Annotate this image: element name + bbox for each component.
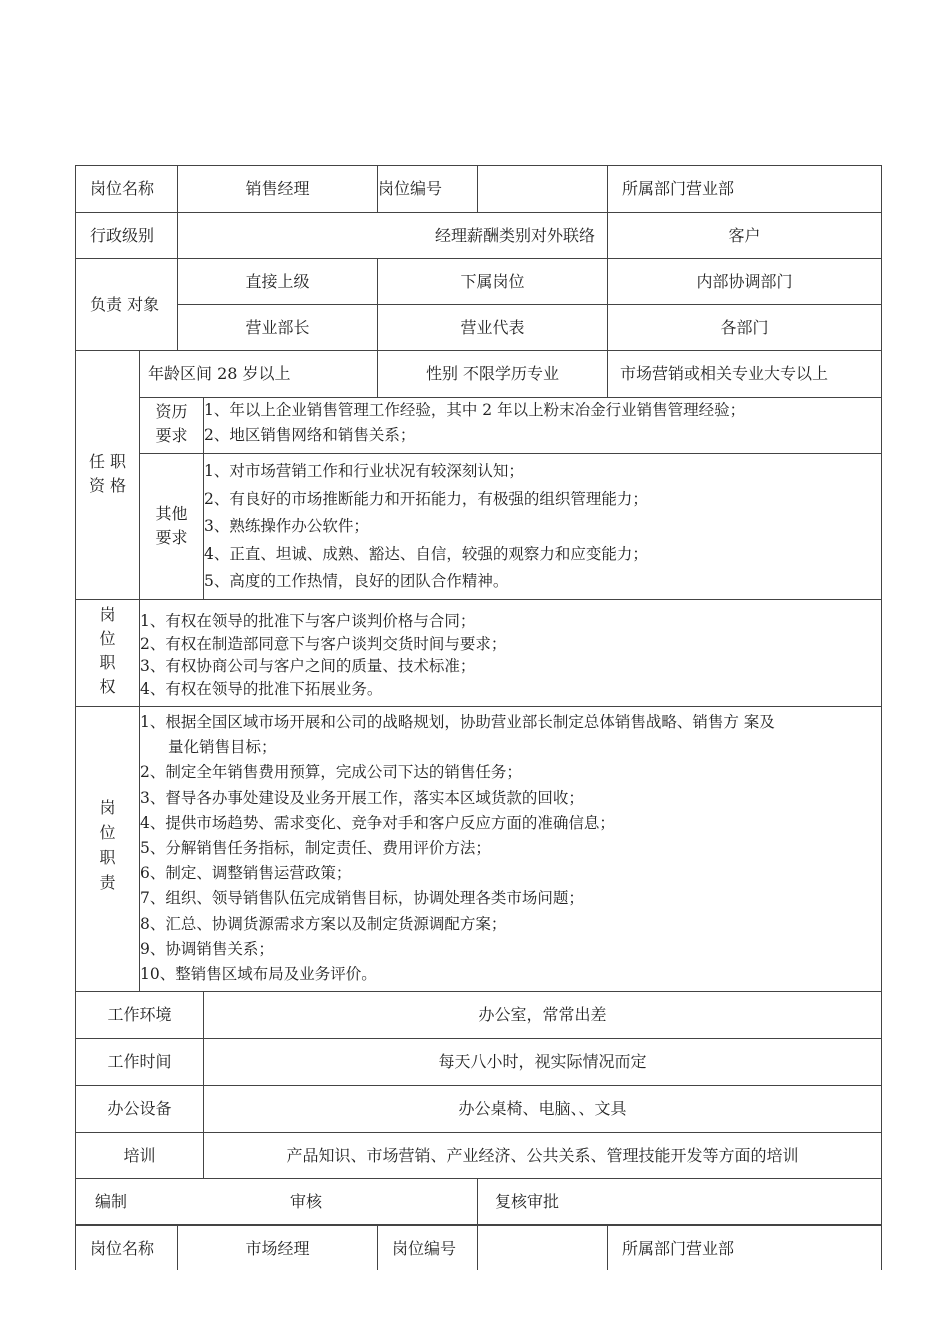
other-requirement-list [204,458,648,596]
direct-superior-value: 营业部长 [245,317,310,337]
other-label-line-2: 要求 [155,528,188,547]
list-item: 1、根据全国区域市场开展和公司的战略规划，协助营业部长制定总体销售战略、销售方 案及 [140,713,775,731]
experience-label-line-1: 资历 [155,402,188,421]
list-item: 3、熟练操作办公软件； [204,517,369,535]
list-item: 5、高度的工作热情，良好的团队合作精神。 [204,572,509,590]
list-item: 6、制定、调整销售运营政策； [140,864,352,883]
duties-label-char: 岗 [99,798,116,817]
reviewed-by-label: 审核 [290,1191,323,1211]
list-item: 3、有权协商公司与客户之间的质量、技术标准； [140,657,476,675]
next-post-name-label: 岗位名称 [90,1238,155,1258]
authority-label-char: 职 [99,653,116,672]
list-item: 2、地区销售网络和销售关系； [204,426,416,444]
experience-list [204,398,745,448]
internal-coordination-value: 各部门 [720,317,769,337]
post-code-value [478,166,607,212]
next-post-code-value [478,1227,607,1270]
age-requirement: 年龄区间 28 岁以上 [148,364,291,383]
approved-by-label: 复核审批 [495,1191,560,1211]
direct-superior-header: 直接上级 [245,271,310,291]
authority-label-char: 权 [99,677,116,696]
list-item: 4、有权在领导的批准下拓展业务。 [140,679,383,698]
experience-label [140,400,203,448]
list-item: 1、对市场营销工作和行业状况有较深刻认知； [204,462,524,480]
duties-list [140,710,775,987]
list-item: 量化销售目标； [168,738,277,757]
external-contact-value: 客户 [728,225,761,245]
duties-label-char: 位 [99,823,116,842]
authority-label-char: 位 [99,629,116,648]
list-item: 4、提供市场趋势、需求变化、竞争对手和客户反应方面的准确信息； [140,813,615,832]
subordinate-value: 营业代表 [460,317,525,337]
next-post-name-value: 市场经理 [245,1238,310,1258]
gender-requirement: 性别 不限学历专业 [425,364,560,383]
list-item: 1、年以上企业销售管理工作经验，其中 2 年以上粉末冶金行业销售管理经验； [204,401,746,419]
department-field: 所属部门营业部 [622,179,735,198]
list-item: 10、整销售区域布局及业务评价。 [140,965,377,984]
list-item: 5、分解销售任务指标，制定责任、费用评价方法； [140,839,491,858]
work-time-label: 工作时间 [107,1052,172,1071]
list-item: 2、有良好的市场推断能力和开拓能力，有极强的组织管理能力； [204,489,648,508]
other-requirement-label [140,502,203,550]
duties-label-char: 职 [99,848,116,867]
list-item: 1、有权在领导的批准下与客户谈判价格与合同； [140,612,476,630]
list-item: 8、汇总、协调货源需求方案以及制定货源调配方案； [140,914,507,933]
list-item: 4、正直、坦诚、成熟、豁达、自信，较强的观察力和应变能力； [204,544,648,563]
work-environment-value: 办公室，常常出差 [478,1005,607,1024]
qualification-label-line-1: 任 职 [88,452,127,471]
list-item: 7、组织、领导销售队伍完成销售目标，协调处理各类市场问题； [140,889,584,908]
other-label-line-1: 其他 [155,504,188,523]
admin-level-label: 行政级别 [90,225,155,245]
authority-label [76,603,139,699]
post-name-label: 岗位名称 [90,179,155,198]
next-post-code-label: 岗位编号 [392,1238,457,1258]
training-value: 产品知识、市场营销、产业经济、公共关系、管理技能开发等方面的培训 [286,1145,799,1165]
office-equipment-label: 办公设备 [107,1099,172,1118]
work-time-value: 每天八小时，视实际情况而定 [438,1052,647,1071]
duties-label [76,795,139,895]
experience-label-line-2: 要求 [155,426,188,445]
subordinate-header: 下属岗位 [460,271,525,291]
training-label: 培训 [123,1145,156,1165]
next-department-field: 所属部门营业部 [622,1238,735,1258]
list-item: 3、督导各办事处建设及业务开展工作，落实本区域货款的回收； [140,788,584,807]
internal-coordination-header: 内部协调部门 [696,271,793,291]
work-environment-label: 工作环境 [107,1005,172,1024]
responsibility-label: 负责 对象 [90,294,160,314]
authority-list [140,610,506,700]
post-name-value: 销售经理 [245,179,310,198]
office-equipment-value: 办公桌椅、电脑、、文具 [458,1099,627,1118]
compiled-by-label: 编制 [95,1191,128,1211]
major-requirement: 市场营销或相关专业大专以上 [620,364,829,383]
qualification-label-line-2: 资 格 [88,476,127,495]
authority-label-char: 岗 [99,605,116,624]
post-code-label: 岗位编号 [378,179,443,198]
list-item: 9、协调销售关系； [140,939,274,958]
list-item: 2、有权在制造部同意下与客户谈判交货时间与要求； [140,634,507,653]
qualification-label [76,450,139,498]
duties-label-char: 责 [99,873,116,892]
salary-category-field: 经理薪酬类别对外联络 [434,225,595,245]
list-item: 2、制定全年销售费用预算，完成公司下达的销售任务； [140,763,522,782]
